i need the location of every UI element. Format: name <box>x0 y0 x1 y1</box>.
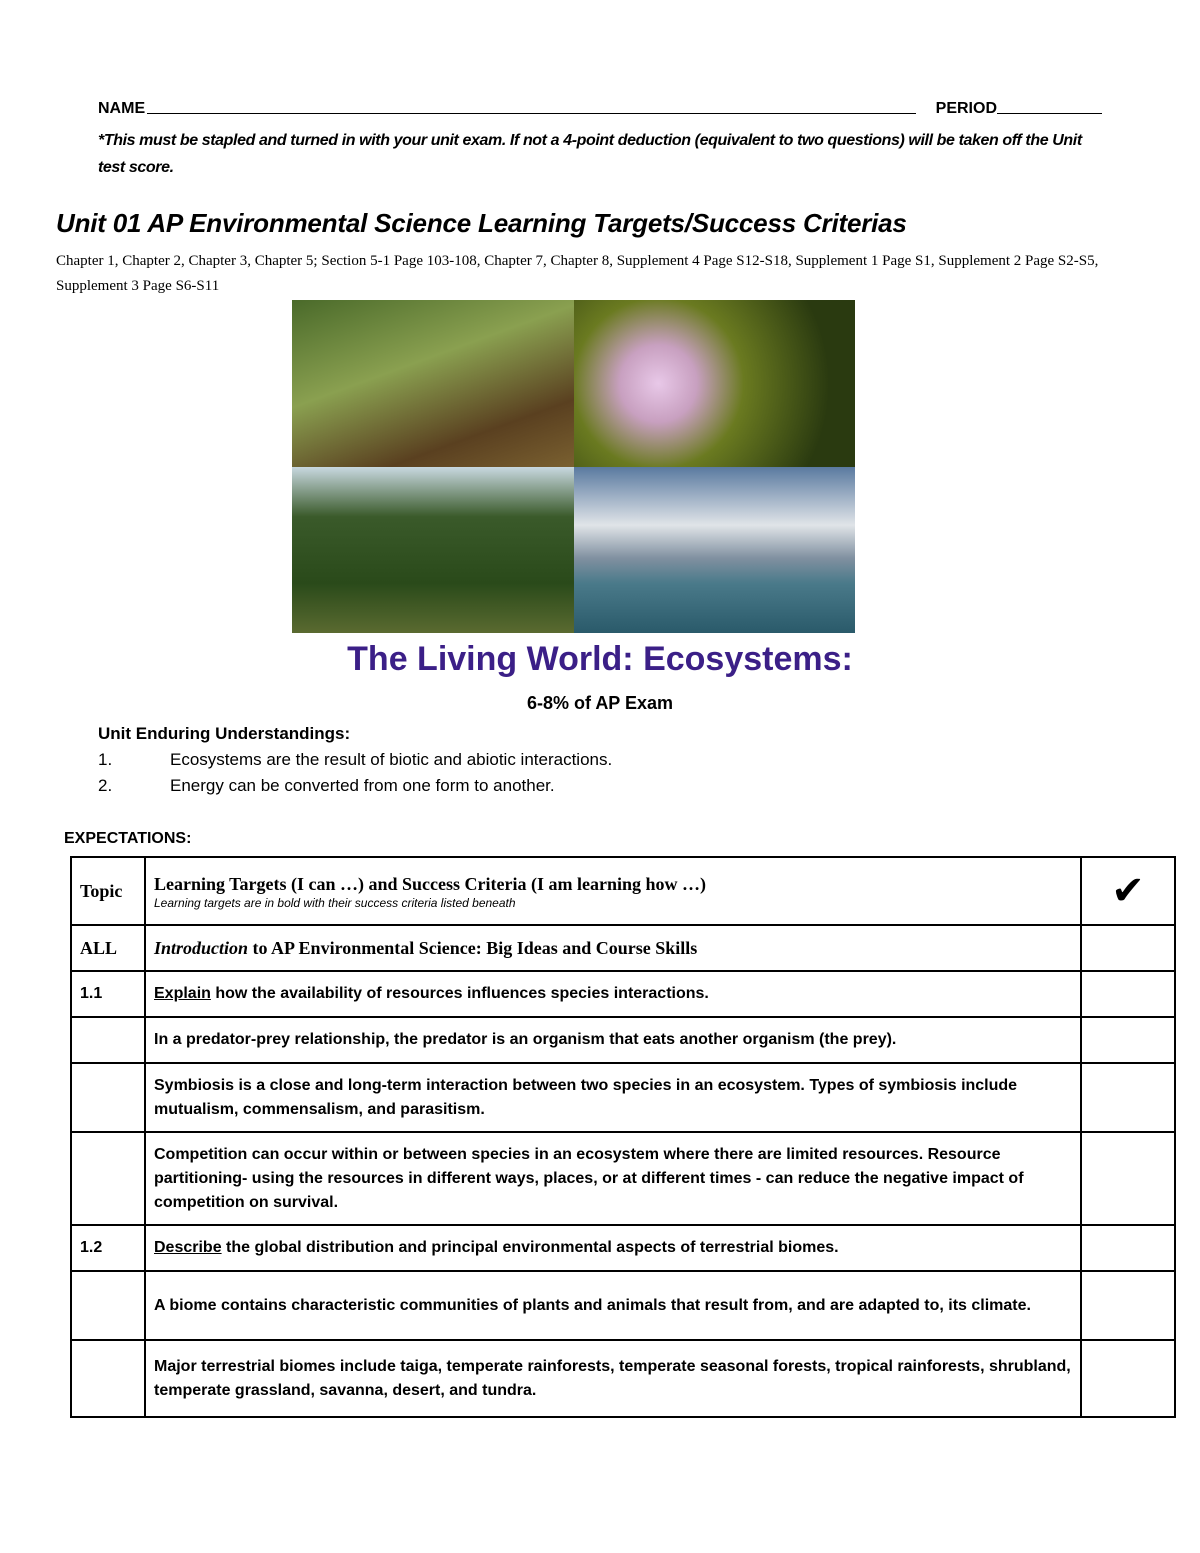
chapter-list: Chapter 1, Chapter 2, Chapter 3, Chapter 5; Section 5-1 Page 103-108, Chapter 7, Chapter 8, Supplement 4 Page S12-S18, Supplement 1 Page S1, Supplement 2 Page S2-S5, Supplement 3 Page S6-S11 <box>56 253 1099 294</box>
target-cell <box>145 925 1081 971</box>
name-blank <box>147 100 916 114</box>
name-period-line <box>98 100 1102 118</box>
targets-header <box>145 857 1081 925</box>
topic-cell <box>71 1271 145 1340</box>
table-row <box>71 1017 1175 1063</box>
forest-photo <box>292 467 574 633</box>
enduring-heading: Unit Enduring Understandings: <box>98 724 351 743</box>
page-title: Unit 01 AP Environmental Science Learning Targets/Success Criterias <box>56 208 907 238</box>
table-row <box>71 971 1175 1017</box>
staple-note: *This must be stapled and turned in with your unit exam. If not a 4-point deduction (equivalent to two questions) will be taken off the Unit test score. <box>98 132 1082 176</box>
target-verb: Describe <box>154 1239 222 1256</box>
criteria-cell: Major terrestrial biomes include taiga, temperate rainforests, temperate seasonal forests, tropical rainforests, shrubland, temperate grassland, savanna, desert, and tundra. <box>145 1340 1081 1417</box>
table-header-row <box>71 857 1175 925</box>
target-verb: Explain <box>154 985 211 1002</box>
item-text: Ecosystems are the result of biotic and abiotic interactions. <box>170 750 613 769</box>
farmer-photo <box>292 300 574 467</box>
target-text: to AP Environmental Science: Big Ideas and Course Skills <box>248 938 698 958</box>
item-number: 2. <box>98 776 113 795</box>
expectations-label: EXPECTATIONS: <box>64 830 192 847</box>
topic-cell <box>71 1340 145 1417</box>
table-row <box>71 925 1175 971</box>
criteria-cell: In a predator-prey relationship, the predator is an organism that eats another organism (the prey). <box>145 1017 1081 1063</box>
targets-subheader: Learning targets are in bold with their success criteria listed beneath <box>154 896 516 910</box>
check-cell[interactable] <box>1081 1271 1175 1340</box>
check-cell[interactable] <box>1081 971 1175 1017</box>
unit-title: The Living World: Ecosystems: <box>347 640 853 678</box>
table-row <box>71 1063 1175 1132</box>
check-cell[interactable] <box>1081 1225 1175 1271</box>
topic-cell: 1.2 <box>71 1225 145 1271</box>
topic-cell <box>71 1063 145 1132</box>
check-cell[interactable] <box>1081 1063 1175 1132</box>
period-label: PERIOD <box>935 100 997 117</box>
check-cell[interactable] <box>1081 1132 1175 1225</box>
criteria-cell: Symbiosis is a close and long-term interaction between two species in an ecosystem. Types of symbiosis include mutualism, commensalism, and parasitism. <box>145 1063 1081 1132</box>
enduring-item <box>98 776 555 796</box>
target-emphasis: Introduction <box>154 938 249 958</box>
target-text: the global distribution and principal environmental aspects of terrestrial biomes. <box>221 1239 839 1256</box>
canoe-photo <box>574 467 855 633</box>
topic-cell <box>71 1017 145 1063</box>
item-number: 1. <box>98 750 113 769</box>
expectations-table <box>70 856 1176 1418</box>
enduring-item <box>98 750 612 770</box>
table-row <box>71 1225 1175 1271</box>
check-cell[interactable] <box>1081 925 1175 971</box>
topic-cell: 1.1 <box>71 971 145 1017</box>
target-cell <box>145 1225 1081 1271</box>
topic-cell <box>71 1132 145 1225</box>
exam-percentage: 6-8% of AP Exam <box>526 693 674 713</box>
topic-header: Topic <box>71 857 145 925</box>
checkmark-icon: ✔ <box>1081 857 1175 925</box>
topic-cell: ALL <box>71 925 145 971</box>
table-row <box>71 1340 1175 1417</box>
check-cell[interactable] <box>1081 1017 1175 1063</box>
target-text: how the availability of resources influences species interactions. <box>210 985 709 1002</box>
criteria-cell: Competition can occur within or between species in an ecosystem where there are limited resources. Resource partitioning- using the resources in different ways, places, or at different times - can reduce the negative impact of competition on survival. <box>145 1132 1081 1225</box>
table-row <box>71 1132 1175 1225</box>
criteria-cell: A biome contains characteristic communities of plants and animals that result from, and are adapted to, its climate. <box>145 1271 1081 1340</box>
table-row <box>71 1271 1175 1340</box>
name-label: NAME <box>98 100 146 117</box>
check-cell[interactable] <box>1081 1340 1175 1417</box>
target-cell <box>145 971 1081 1017</box>
period-blank <box>997 100 1102 114</box>
item-text: Energy can be converted from one form to another. <box>170 776 555 795</box>
bee-flower-photo <box>574 300 855 467</box>
targets-header-text: Learning Targets (I can …) and Success Criteria (I am learning how …) <box>154 874 706 894</box>
